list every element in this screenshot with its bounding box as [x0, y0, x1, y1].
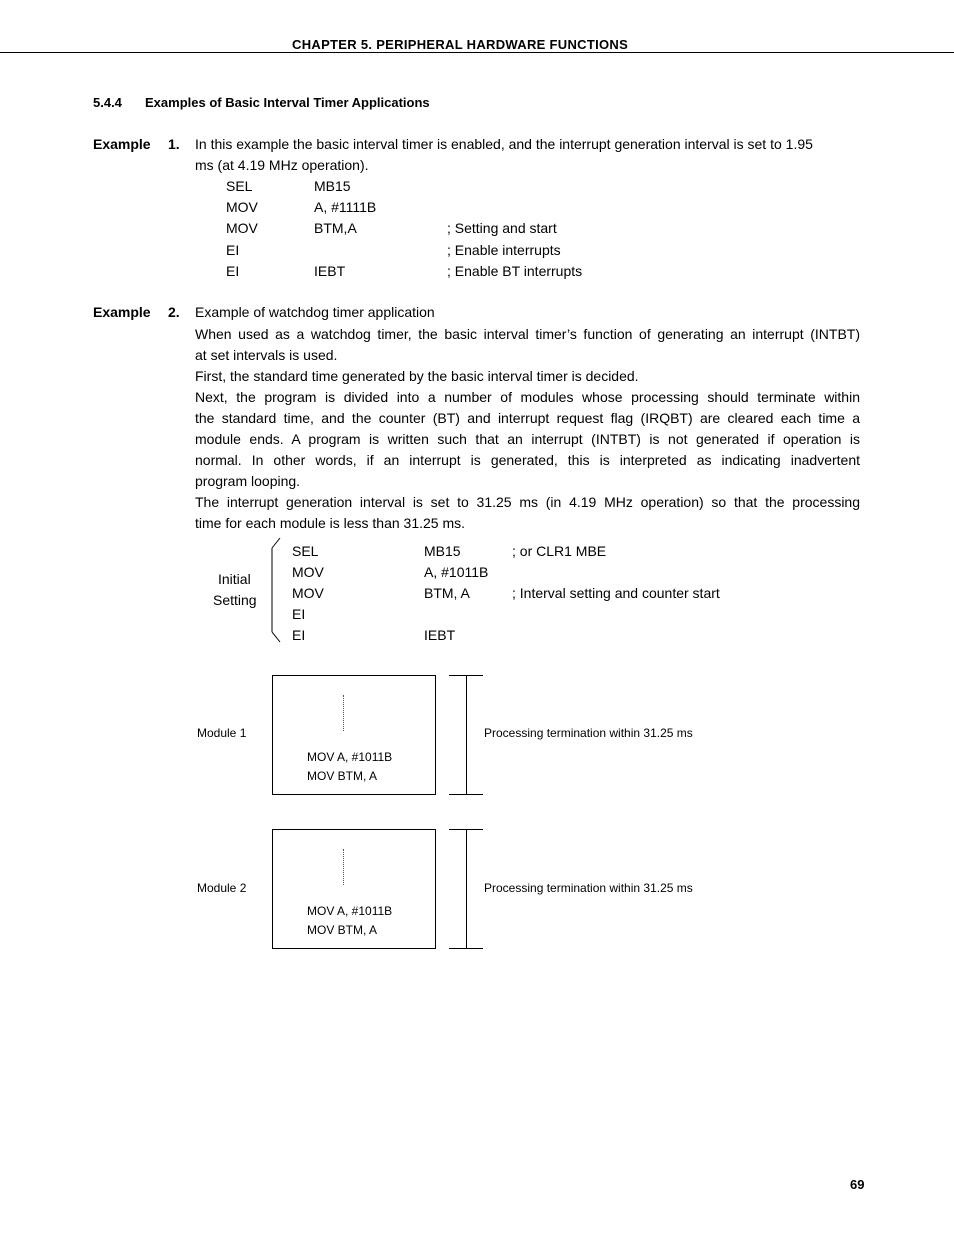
ex2-code-op: MOV	[292, 564, 324, 580]
ex2-code-op: MOV	[292, 585, 324, 601]
ex1-code-comment: ; Enable BT interrupts	[447, 263, 583, 279]
example2-line: program looping.	[195, 473, 301, 489]
ex2-code-arg: IEBT	[424, 627, 456, 643]
ex1-code-arg: A, #1111B	[314, 199, 377, 215]
ex2-code-arg: A, #1011B	[424, 564, 489, 580]
span-marker-line	[466, 829, 467, 949]
ellipsis-dots	[343, 849, 344, 885]
example2-number: 2.	[168, 304, 180, 320]
example1-label: Example	[93, 136, 151, 152]
example2-line: the standard time, and the counter (BT) and interrupt request flag (IRQBT) are cleared each time a	[195, 410, 860, 426]
ellipsis-dots	[343, 695, 344, 731]
module-note: Processing termination within 31.25 ms	[484, 881, 693, 895]
example1-text-line1: In this example the basic interval timer is enabled, and the interrupt generation interval is set to 1.95	[195, 136, 813, 152]
example2-line: The interrupt generation interval is set to 31.25 ms (in 4.19 MHz operation) so that the processing	[195, 494, 860, 510]
example2-line: normal. In other words, if an interrupt is generated, this is interpreted as indicating inadvertent	[195, 452, 860, 468]
example1-number: 1.	[168, 136, 180, 152]
module-code-line: MOV BTM, A	[307, 769, 378, 783]
ex1-code-op: SEL	[226, 178, 253, 194]
ex1-code-comment: ; Setting and start	[447, 220, 557, 236]
module-code-line: MOV A, #1011B	[307, 904, 393, 918]
module-label: Module 2	[197, 881, 247, 895]
ex1-code-op: EI	[226, 263, 240, 279]
span-marker-line	[466, 675, 467, 795]
span-marker-bottom	[449, 794, 483, 795]
ex2-code-comment: ; Interval setting and counter start	[512, 585, 720, 601]
module-code-line: MOV A, #1011B	[307, 750, 393, 764]
example2-label: Example	[93, 304, 151, 320]
example2-line: First, the standard time generated by the basic interval timer is decided.	[195, 368, 639, 384]
ex1-code-arg: MB15	[314, 178, 351, 194]
section-title: Examples of Basic Interval Timer Applications	[145, 95, 430, 110]
ex2-code-comment: ; or CLR1 MBE	[512, 543, 607, 559]
ex2-code-op: EI	[292, 606, 306, 622]
initial-setting-bracket	[268, 536, 288, 646]
page-number: 69	[850, 1177, 865, 1192]
chapter-header: CHAPTER 5. PERIPHERAL HARDWARE FUNCTIONS	[292, 37, 629, 52]
example2-title: Example of watchdog timer application	[195, 304, 435, 320]
section-number: 5.4.4	[93, 95, 122, 110]
example2-line: time for each module is less than 31.25 ms.	[195, 515, 466, 531]
header-rule	[0, 52, 954, 53]
example2-line: Next, the program is divided into a number of modules whose processing should terminate within	[195, 389, 860, 405]
initial-setting-label: Initial	[218, 571, 251, 587]
ex1-code-op: MOV	[226, 220, 258, 236]
ex2-code-op: SEL	[292, 543, 319, 559]
example2-line: at set intervals is used.	[195, 347, 338, 363]
ex1-code-arg: BTM,A	[314, 220, 357, 236]
example1-text-line2: ms (at 4.19 MHz operation).	[195, 157, 369, 173]
ex1-code-arg: IEBT	[314, 263, 346, 279]
ex1-code-op: MOV	[226, 199, 258, 215]
span-marker-bottom	[449, 948, 483, 949]
ex2-code-arg: BTM, A	[424, 585, 470, 601]
example2-line: When used as a watchdog timer, the basic interval timer’s function of generating an interrupt (INTBT)	[195, 326, 860, 342]
ex2-code-arg: MB15	[424, 543, 461, 559]
module-label: Module 1	[197, 726, 247, 740]
ex2-code-op: EI	[292, 627, 306, 643]
example2-line: module ends. A program is written such that an interrupt (INTBT) is not generated if operation is	[195, 431, 860, 447]
initial-setting-label: Setting	[213, 592, 257, 608]
ex1-code-comment: ; Enable interrupts	[447, 242, 561, 258]
module-note: Processing termination within 31.25 ms	[484, 726, 693, 740]
ex1-code-op: EI	[226, 242, 240, 258]
module-code-line: MOV BTM, A	[307, 923, 378, 937]
